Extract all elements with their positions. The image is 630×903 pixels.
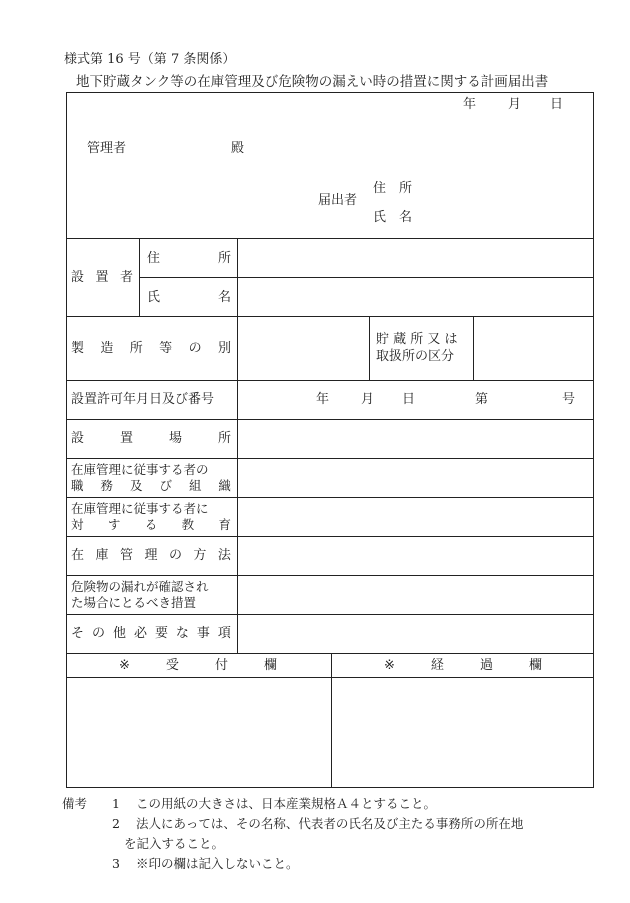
date-month: 月 xyxy=(508,97,522,112)
other-items-label: そ の 他 必 要 な 事 項 xyxy=(71,626,231,641)
storage-category-label-line1: 貯 蔵 所 又 は xyxy=(376,332,458,347)
submitter-address-label: 住 所 xyxy=(373,181,413,196)
installer-address-label: 住 所 xyxy=(147,251,231,266)
remark-2-number: 2 xyxy=(112,816,120,831)
staff-label-line2: 職 務 及 び 組 織 xyxy=(71,478,231,493)
facility-type-label: 製 造 所 等 の 別 xyxy=(71,341,231,356)
remark-1-text: この用紙の大きさは、日本産業規格Ａ４とすること。 xyxy=(136,796,437,811)
location-label: 設 置 場 所 xyxy=(71,431,231,446)
remark-2-continuation: を記入すること。 xyxy=(124,836,225,851)
remarks-heading: 備考 xyxy=(62,796,88,811)
progress-column-header: ※ 経 過 欄 xyxy=(384,658,542,673)
reception-column-header: ※ 受 付 欄 xyxy=(119,658,277,673)
staff-label-line1: 在庫管理に従事する者の xyxy=(71,462,209,477)
remark-2-text: 法人にあっては、その名称、代表者の氏名及び主たる事務所の所在地 xyxy=(136,816,524,831)
remark-3-text: ※印の欄は記入しないこと。 xyxy=(136,856,299,871)
honorific: 殿 xyxy=(231,141,245,156)
permit-number-suffix: 号 xyxy=(562,392,576,407)
permit-day: 日 xyxy=(402,392,416,407)
education-label-line2: 対 す る 教 育 xyxy=(71,517,231,532)
form-table xyxy=(66,92,594,788)
submitter-label: 届出者 xyxy=(318,193,358,208)
permit-number-prefix: 第 xyxy=(475,392,489,407)
permit-label: 設置許可年月日及び番号 xyxy=(71,392,215,407)
education-label-line1: 在庫管理に従事する者に xyxy=(71,501,209,516)
leak-measures-label-line1: 危険物の漏れが確認され xyxy=(71,579,209,594)
form-title: 地下貯蔵タンク等の在庫管理及び危険物の漏えい時の措置に関する計画届出書 xyxy=(76,74,549,90)
form-number: 様式第 16 号（第 7 条関係） xyxy=(64,52,236,67)
permit-month: 月 xyxy=(361,392,375,407)
submitter-name-label: 氏 名 xyxy=(373,210,413,225)
storage-category-label-line2: 取扱所の区分 xyxy=(376,349,455,364)
installer-name-label: 氏 名 xyxy=(147,290,231,305)
leak-measures-label-line2: た場合にとるべき措置 xyxy=(71,595,197,610)
installer-group-label: 設 置 者 xyxy=(71,270,133,285)
date-year: 年 xyxy=(463,97,477,112)
date-day: 日 xyxy=(550,97,564,112)
remark-1-number: 1 xyxy=(112,796,120,811)
addressee-label: 管理者 xyxy=(87,141,127,156)
management-method-label: 在 庫 管 理 の 方 法 xyxy=(71,548,231,563)
permit-year: 年 xyxy=(316,392,330,407)
remark-3-number: 3 xyxy=(112,856,120,871)
